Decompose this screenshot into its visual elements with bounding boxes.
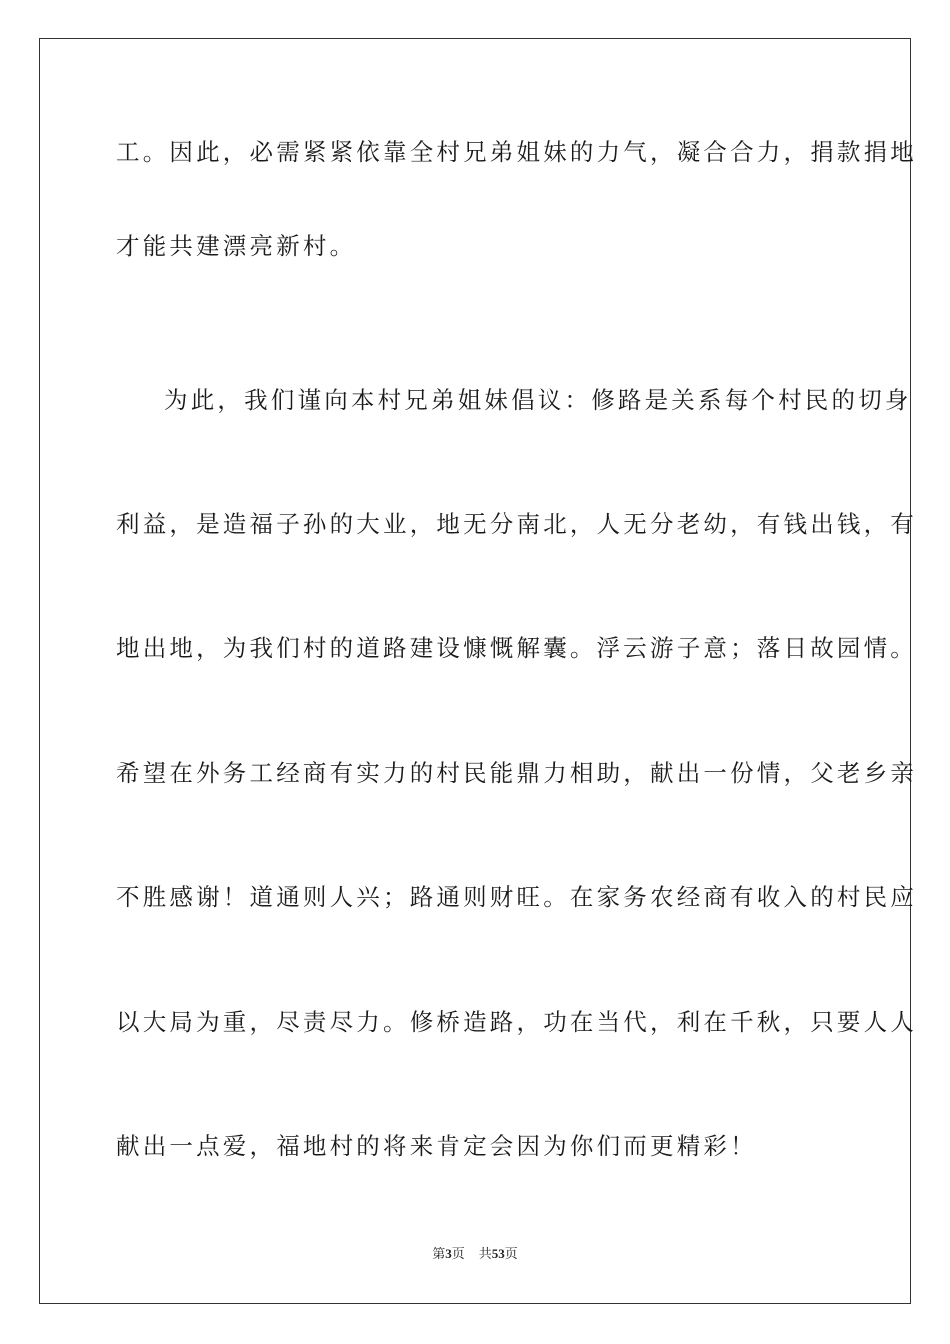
page-border: [39, 38, 917, 1304]
footer-page-number: 3: [445, 1246, 452, 1261]
footer-page-prefix: 第: [432, 1247, 446, 1262]
paragraph-line: 献出一点爱，福地村的将来肯定会因为你们而更精彩！: [116, 1132, 757, 1160]
paragraph-line: 以大局为重，尽责尽力。修桥造路，功在当代，利在千秋，只要人人: [116, 1008, 917, 1036]
footer-total-prefix: 共: [478, 1247, 492, 1262]
paragraph-line: 才能共建漂亮新村。: [116, 232, 357, 260]
page-footer: [0, 1245, 950, 1264]
paragraph-line: 希望在外务工经商有实力的村民能鼎力相助，献出一份情，父老乡亲: [116, 759, 917, 787]
footer-total-suffix: 页: [504, 1247, 518, 1262]
footer-page-suffix: 页: [451, 1247, 465, 1262]
paragraph-line: 地出地，为我们村的道路建设慷慨解囊。浮云游子意；落日故园情。: [116, 634, 917, 662]
paragraph-line: 为此，我们谨向本村兄弟姐妹倡议：修路是关系每个村民的切身: [164, 386, 912, 414]
paragraph-line: 利益，是造福子孙的大业，地无分南北，人无分老幼，有钱出钱，有: [116, 510, 917, 538]
paragraph-line: 工。因此，必需紧紧依靠全村兄弟姐妹的力气，凝合合力，捐款捐地: [116, 138, 917, 166]
footer-total-pages: 53: [491, 1246, 505, 1261]
paragraph-line: 不胜感谢！道通则人兴；路通则财旺。在家务农经商有收入的村民应: [116, 883, 917, 911]
